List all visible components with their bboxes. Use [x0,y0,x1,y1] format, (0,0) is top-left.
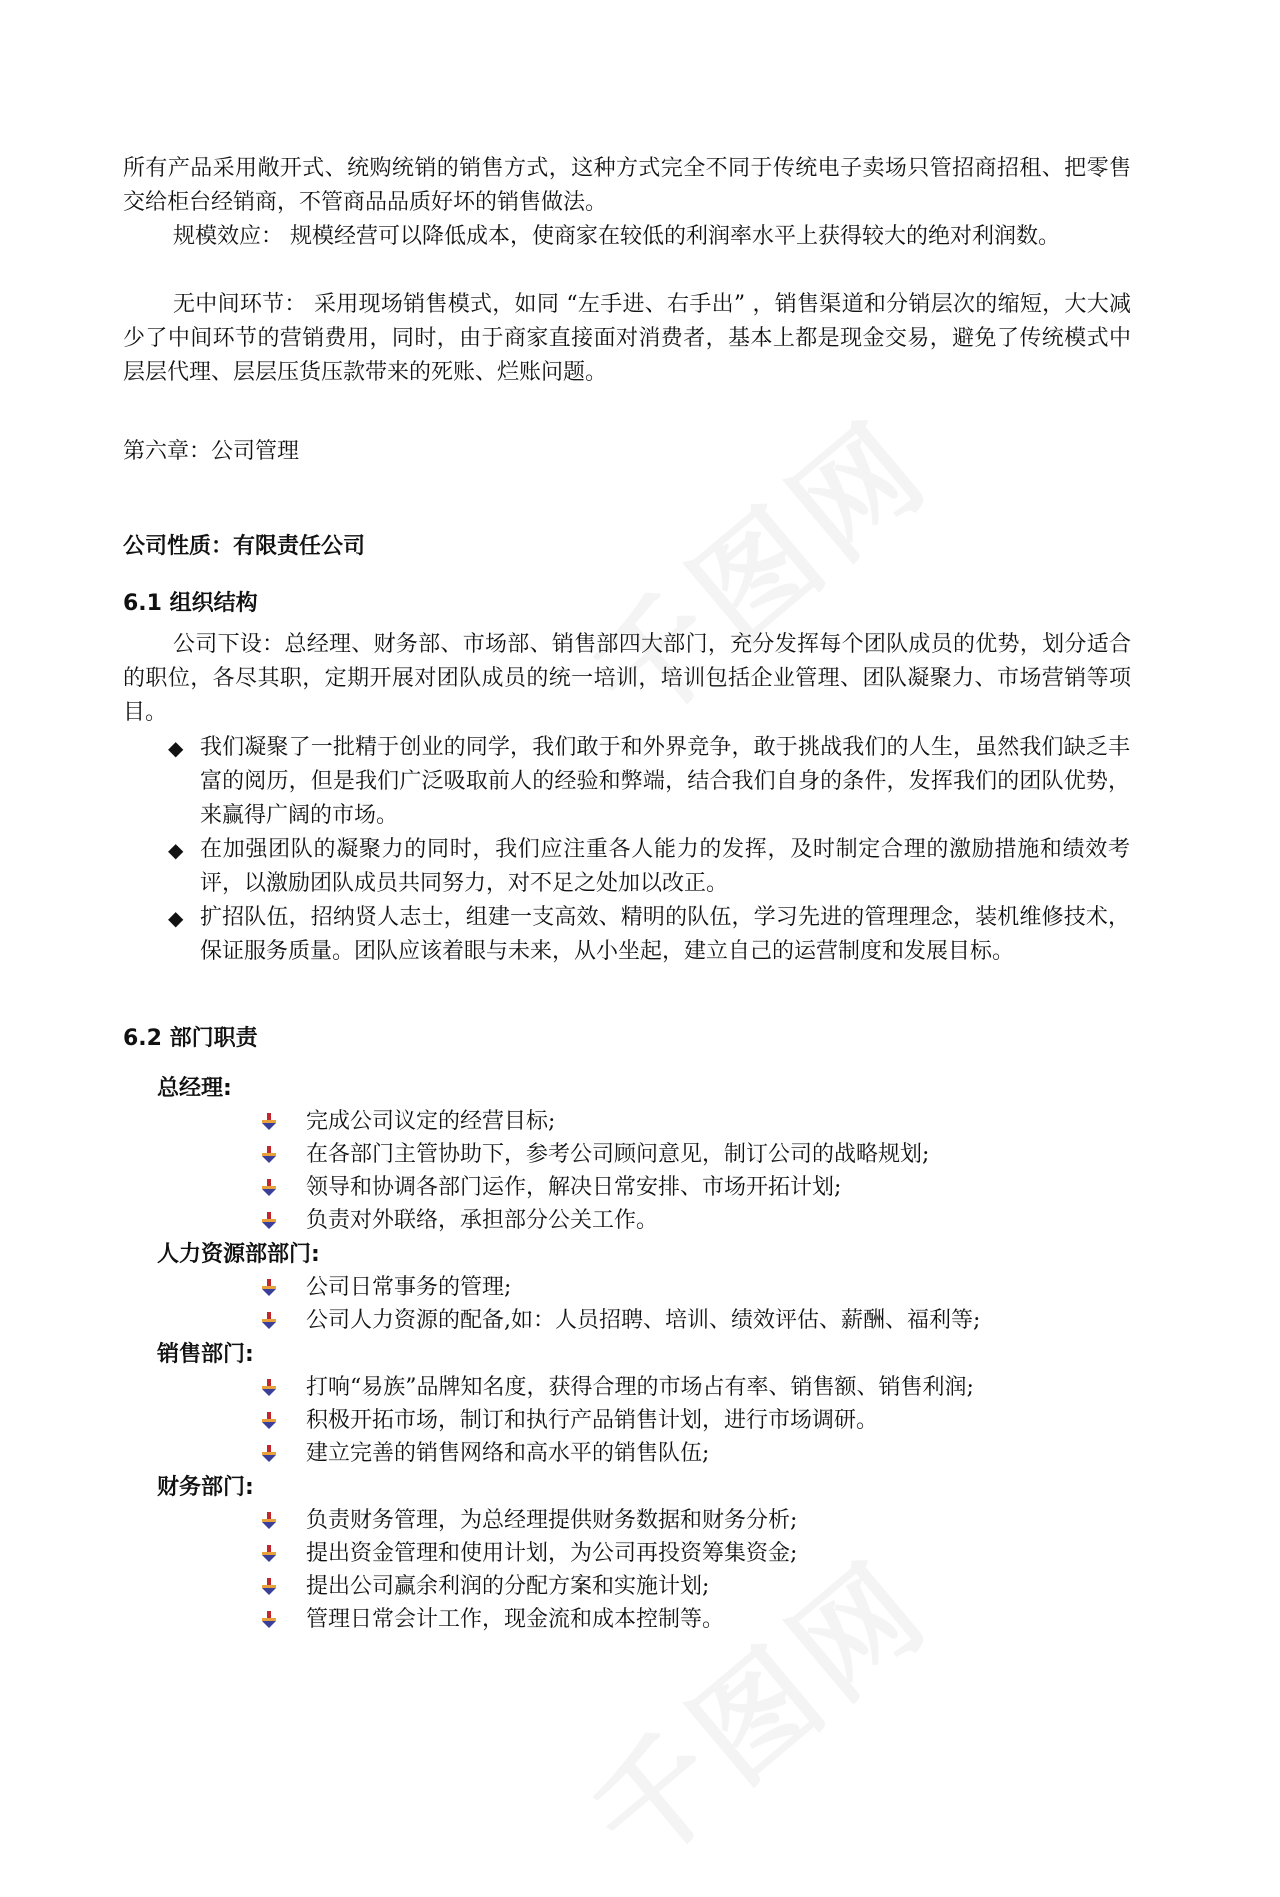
intro-paragraph-1: 所有产品采用敞开式、统购统销的销售方式，这种方式完全不同于传统电子卖场只管招商招租、把零售交给柜台经销商，不管商品品质好坏的销售做法。 [123,156,1131,215]
duty-item [260,1204,658,1238]
department-name: 财务部门: [157,1475,254,1500]
arrow-down-bullet-icon [260,1512,278,1530]
arrow-down-bullet-icon [260,1379,278,1397]
duty-text: 打响“易族”品牌知名度，获得合理的市场占有率、销售额、销售利润; [306,1375,974,1400]
arrow-down-bullet-icon [260,1113,278,1131]
duty-text: 建立完善的销售网络和高水平的销售队伍; [306,1441,710,1466]
duty-text: 负责对外联络，承担部分公关工作。 [306,1208,659,1233]
duty-item [260,1105,555,1139]
section-6-2-title: 6.2 部门职责 [123,1026,258,1051]
company-nature: 公司性质：有限责任公司 [123,534,366,559]
duty-text: 提出公司赢余利润的分配方案和实施计划; [306,1574,710,1599]
department-name: 总经理: [157,1076,232,1101]
duty-item [260,1603,724,1637]
arrow-down-bullet-icon [260,1312,278,1330]
duty-item [260,1404,878,1438]
arrow-down-bullet-icon [260,1611,278,1629]
list-item-text: 我们凝聚了一批精于创业的同学，我们敢于和外界竞争，敢于挑战我们的人生，虽然我们缺乏丰富的阅历，但是我们广泛吸取前人的经验和弊端，结合我们自身的条件，发挥我们的团队优势，来赢得广阔的市场。 [200,735,1130,828]
intro-paragraph-3: 无中间环节： 采用现场销售模式，如同 “左手进、右手出” ，销售渠道和分销层次的缩短，大大减少了中间环节的营销费用，同时，由于商家直接面对消费者，基本上都是现金交易，避免了传统模式中层层代理、层层压货压款带来的死账、烂账问题。 [123,292,1131,385]
duty-text: 管理日常会计工作，现金流和成本控制等。 [306,1607,725,1632]
chapter-title: 第六章：公司管理 [123,439,300,464]
duty-text: 完成公司议定的经营目标; [306,1109,556,1134]
duty-text: 负责财务管理，为总经理提供财务数据和财务分析; [306,1508,798,1533]
duty-item [260,1171,841,1205]
duty-text: 公司人力资源的配备,如：人员招聘、培训、绩效评估、薪酬、福利等; [306,1308,981,1333]
duty-text: 积极开拓市场，制订和执行产品销售计划，进行市场调研。 [306,1408,879,1433]
diamond-bullet-icon: ◆ [168,838,184,862]
arrow-down-bullet-icon [260,1545,278,1563]
section-6-1-title: 6.1 组织结构 [123,591,258,616]
arrow-down-bullet-icon [260,1146,278,1164]
duty-text: 在各部门主管协助下，参考公司顾问意见，制订公司的战略规划; [306,1142,930,1167]
list-item [168,731,1130,833]
section-6-1-intro: 公司下设：总经理、财务部、市场部、销售部四大部门，充分发挥每个团队成员的优势，划分适合的职位，各尽其职，定期开展对团队成员的统一培训，培训包括企业管理、团队凝聚力、市场营销等项目。 [123,632,1131,725]
duty-item [260,1570,709,1604]
arrow-down-bullet-icon [260,1279,278,1297]
arrow-down-bullet-icon [260,1212,278,1230]
diamond-bullet-icon: ◆ [168,906,184,930]
department-name: 人力资源部部门: [157,1242,320,1267]
duty-text: 公司日常事务的管理; [306,1275,512,1300]
arrow-down-bullet-icon [260,1445,278,1463]
diamond-bullet-icon: ◆ [168,736,184,760]
list-item-text: 在加强团队的凝聚力的同时，我们应注重各人能力的发挥，及时制定合理的激励措施和绩效考评，以激励团队成员共同努力，对不足之处加以改正。 [200,837,1130,896]
arrow-down-bullet-icon [260,1578,278,1596]
intro-paragraph-2: 规模效应： 规模经营可以降低成本，使商家在较低的利润率水平上获得较大的绝对利润数。 [173,224,1060,249]
duty-text: 领导和协调各部门运作，解决日常安排、市场开拓计划; [306,1175,842,1200]
duty-item [260,1371,974,1405]
arrow-down-bullet-icon [260,1179,278,1197]
duty-item [260,1537,797,1571]
duty-item [260,1304,980,1338]
duty-text: 提出资金管理和使用计划，为公司再投资筹集资金; [306,1541,798,1566]
duty-item [260,1504,797,1538]
list-item [168,833,1130,901]
list-item [168,901,1130,969]
duty-item [260,1437,709,1471]
list-item-text: 扩招队伍，招纳贤人志士，组建一支高效、精明的队伍，学习先进的管理理念，装机维修技术，保证服务质量。团队应该着眼与未来，从小坐起，建立自己的运营制度和发展目标。 [200,905,1130,964]
duty-item [260,1138,929,1172]
arrow-down-bullet-icon [260,1412,278,1430]
duty-item [260,1271,511,1305]
department-name: 销售部门: [157,1342,254,1367]
